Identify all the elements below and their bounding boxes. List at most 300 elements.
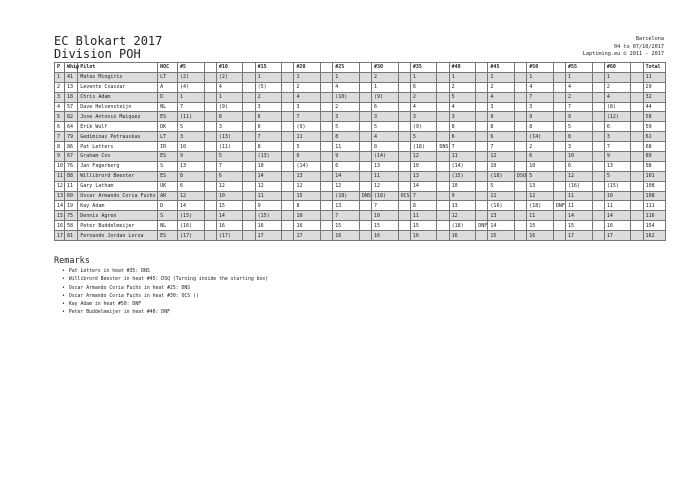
table-cell bbox=[398, 161, 410, 171]
table-cell: Gediminas Petrauskas bbox=[78, 132, 158, 142]
table-cell: (15) bbox=[178, 211, 205, 221]
table-cell: (18) bbox=[449, 221, 476, 231]
table-cell bbox=[476, 191, 488, 201]
table-cell bbox=[437, 72, 449, 82]
table-cell: 5 bbox=[55, 112, 65, 122]
table-cell: 6 bbox=[449, 132, 476, 142]
table-cell: 9 bbox=[55, 152, 65, 162]
table-cell: 3 bbox=[294, 102, 321, 112]
table-cell: 9 bbox=[255, 201, 282, 211]
table-cell: 5 bbox=[178, 122, 205, 132]
table-cell: 6 bbox=[372, 102, 399, 112]
table-cell bbox=[592, 72, 604, 82]
table-cell: 2 bbox=[488, 82, 515, 92]
table-cell bbox=[204, 102, 216, 112]
column-header bbox=[476, 63, 488, 73]
table-cell bbox=[631, 142, 643, 152]
table-cell bbox=[243, 152, 255, 162]
table-cell: Chris Adam bbox=[78, 92, 158, 102]
table-cell bbox=[515, 122, 527, 132]
column-header bbox=[631, 63, 643, 73]
table-cell: 3 bbox=[410, 112, 437, 122]
table-cell: 15 bbox=[410, 221, 437, 231]
table-cell bbox=[476, 211, 488, 221]
table-header-row bbox=[55, 63, 666, 73]
column-header bbox=[321, 63, 333, 73]
table-cell: 18 bbox=[64, 92, 77, 102]
table-cell: 16 bbox=[216, 221, 243, 231]
table-cell: 5 bbox=[604, 171, 631, 181]
table-cell: 1 bbox=[566, 72, 593, 82]
table-cell: 58 bbox=[643, 112, 665, 122]
table-cell: Oscar Armando Coria Fuchs bbox=[78, 191, 158, 201]
table-cell: 29 bbox=[643, 82, 665, 92]
table-cell: 17 bbox=[566, 231, 593, 241]
table-cell bbox=[592, 82, 604, 92]
remark-item: • Oscar Armando Coria Fuchs in heat #25: DNS bbox=[62, 285, 268, 293]
column-header: Whip bbox=[64, 63, 77, 73]
table-cell: 5 bbox=[216, 152, 243, 162]
table-cell: 58 bbox=[64, 221, 77, 231]
table-cell: UK bbox=[158, 181, 178, 191]
table-cell: 8 bbox=[178, 171, 205, 181]
table-cell bbox=[437, 231, 449, 241]
table-cell: 6 bbox=[55, 122, 65, 132]
table-cell: 12 bbox=[294, 181, 321, 191]
location: Barcelona bbox=[635, 36, 664, 42]
table-cell bbox=[515, 132, 527, 142]
table-cell: 4 bbox=[372, 132, 399, 142]
table-cell bbox=[476, 102, 488, 112]
table-cell: (8) bbox=[604, 102, 631, 112]
table-cell: 1 bbox=[449, 72, 476, 82]
table-cell bbox=[321, 82, 333, 92]
table-row bbox=[55, 152, 666, 162]
table-cell: 11 bbox=[333, 142, 360, 152]
table-cell: 13 bbox=[410, 171, 437, 181]
table-cell bbox=[437, 211, 449, 221]
table-cell bbox=[631, 221, 643, 231]
table-cell: 3 bbox=[566, 142, 593, 152]
table-cell: 6 bbox=[294, 152, 321, 162]
table-cell: 11 bbox=[566, 201, 593, 211]
table-cell bbox=[359, 142, 371, 152]
table-cell: 6 bbox=[178, 181, 205, 191]
table-cell bbox=[476, 161, 488, 171]
table-cell: 2 bbox=[566, 92, 593, 102]
table-cell: 4 bbox=[55, 102, 65, 112]
table-cell bbox=[243, 231, 255, 241]
table-cell: (18) bbox=[410, 142, 437, 152]
column-header: #55 bbox=[566, 63, 593, 73]
table-cell: 16 bbox=[410, 231, 437, 241]
table-cell bbox=[321, 132, 333, 142]
table-cell: 7 bbox=[294, 112, 321, 122]
event-title: EC Blokart 2017 bbox=[54, 34, 163, 48]
table-cell: 10 bbox=[294, 211, 321, 221]
table-cell bbox=[437, 221, 449, 231]
table-row bbox=[55, 171, 666, 181]
table-cell bbox=[437, 112, 449, 122]
table-cell: 16 bbox=[527, 231, 554, 241]
table-cell: 11 bbox=[410, 211, 437, 221]
table-cell: 162 bbox=[643, 231, 665, 241]
table-cell: 4 bbox=[216, 82, 243, 92]
table-cell: 10 bbox=[604, 191, 631, 201]
table-cell: 13 bbox=[372, 161, 399, 171]
table-cell bbox=[592, 211, 604, 221]
table-cell bbox=[515, 211, 527, 221]
table-cell bbox=[243, 191, 255, 201]
table-cell: 11 bbox=[255, 191, 282, 201]
table-cell bbox=[437, 82, 449, 92]
table-cell: 14 bbox=[604, 211, 631, 221]
table-cell: 9 bbox=[449, 191, 476, 201]
table-cell bbox=[204, 211, 216, 221]
table-cell bbox=[398, 112, 410, 122]
table-cell: 7 bbox=[527, 92, 554, 102]
table-cell: Dave Helvensteijn bbox=[78, 102, 158, 112]
table-cell: S bbox=[158, 161, 178, 171]
table-cell: 4 bbox=[294, 92, 321, 102]
table-cell bbox=[243, 102, 255, 112]
table-cell bbox=[515, 112, 527, 122]
table-cell: 2 bbox=[55, 82, 65, 92]
table-cell: 13 bbox=[178, 161, 205, 171]
table-cell: 12 bbox=[566, 171, 593, 181]
table-cell bbox=[282, 112, 294, 122]
table-cell: Gary Latham bbox=[78, 181, 158, 191]
table-cell: 17 bbox=[604, 231, 631, 241]
table-cell: 2 bbox=[449, 82, 476, 92]
table-cell: 8 bbox=[55, 142, 65, 152]
table-cell: 1 bbox=[527, 72, 554, 82]
table-cell bbox=[592, 181, 604, 191]
table-cell: 108 bbox=[643, 191, 665, 201]
table-cell: 15 bbox=[55, 211, 65, 221]
table-cell: (14) bbox=[449, 161, 476, 171]
table-cell: (14) bbox=[527, 132, 554, 142]
table-cell: 4 bbox=[449, 102, 476, 112]
table-cell bbox=[553, 171, 565, 181]
table-cell: 6 bbox=[488, 132, 515, 142]
table-cell: 2 bbox=[372, 72, 399, 82]
table-cell: 61 bbox=[643, 132, 665, 142]
table-cell: DNF bbox=[553, 201, 565, 211]
table-cell: 44 bbox=[643, 102, 665, 112]
table-cell: 6 bbox=[527, 152, 554, 162]
table-cell bbox=[321, 122, 333, 132]
table-cell: 12 bbox=[216, 181, 243, 191]
table-cell: 11 bbox=[488, 191, 515, 201]
table-cell: 13 bbox=[488, 211, 515, 221]
column-header bbox=[243, 63, 255, 73]
table-cell: 5 bbox=[333, 122, 360, 132]
table-cell bbox=[204, 72, 216, 82]
table-cell: ES bbox=[158, 152, 178, 162]
table-cell: 1 bbox=[55, 72, 65, 82]
table-cell: 15 bbox=[333, 221, 360, 231]
table-cell bbox=[359, 231, 371, 241]
table-cell bbox=[243, 122, 255, 132]
table-cell bbox=[243, 211, 255, 221]
table-cell: 12 bbox=[449, 211, 476, 221]
table-cell: 11 bbox=[55, 171, 65, 181]
results-table bbox=[54, 62, 666, 241]
table-cell bbox=[553, 231, 565, 241]
column-header: #50 bbox=[527, 63, 554, 73]
table-row bbox=[55, 161, 666, 171]
table-cell: 6 bbox=[216, 171, 243, 181]
table-cell: 5 bbox=[410, 132, 437, 142]
table-cell: 8 bbox=[255, 142, 282, 152]
table-cell bbox=[359, 82, 371, 92]
table-cell: Levente Csaszar bbox=[78, 82, 158, 92]
table-cell bbox=[359, 201, 371, 211]
table-cell: 4 bbox=[333, 82, 360, 92]
table-cell bbox=[398, 92, 410, 102]
table-cell: OCS bbox=[398, 191, 410, 201]
table-cell: 14 bbox=[410, 181, 437, 191]
table-cell bbox=[398, 231, 410, 241]
table-cell: 7 bbox=[566, 102, 593, 112]
table-cell bbox=[321, 211, 333, 221]
column-header: #20 bbox=[294, 63, 321, 73]
table-cell: 12 bbox=[488, 152, 515, 162]
table-cell: D bbox=[158, 201, 178, 211]
table-cell bbox=[592, 152, 604, 162]
table-cell: 2 bbox=[294, 82, 321, 92]
table-cell bbox=[476, 122, 488, 132]
table-cell: 12 bbox=[410, 152, 437, 162]
table-cell bbox=[243, 132, 255, 142]
table-cell: 1 bbox=[216, 92, 243, 102]
table-cell: 14 bbox=[255, 171, 282, 181]
table-cell: 11 bbox=[527, 211, 554, 221]
table-cell: (13) bbox=[255, 152, 282, 162]
table-cell: 13 bbox=[294, 171, 321, 181]
column-header: #35 bbox=[410, 63, 437, 73]
table-cell bbox=[476, 152, 488, 162]
table-cell: (15) bbox=[604, 181, 631, 191]
table-cell: 13 bbox=[333, 201, 360, 211]
table-cell: 7 bbox=[216, 161, 243, 171]
table-cell: 41 bbox=[64, 72, 77, 82]
column-header bbox=[515, 63, 527, 73]
table-cell bbox=[243, 142, 255, 152]
table-cell: 10 bbox=[55, 161, 65, 171]
table-cell: S bbox=[158, 211, 178, 221]
table-cell: D bbox=[158, 92, 178, 102]
table-cell: 13 bbox=[55, 191, 65, 201]
table-cell: Kay Adam bbox=[78, 201, 158, 211]
table-cell bbox=[282, 211, 294, 221]
table-cell: 3 bbox=[372, 112, 399, 122]
table-cell bbox=[282, 132, 294, 142]
table-cell: 13 bbox=[604, 161, 631, 171]
table-cell: 8 bbox=[333, 132, 360, 142]
table-cell bbox=[515, 82, 527, 92]
table-cell bbox=[359, 112, 371, 122]
table-cell bbox=[553, 181, 565, 191]
table-cell: 7 bbox=[255, 132, 282, 142]
table-cell: 8 bbox=[372, 142, 399, 152]
table-cell bbox=[398, 132, 410, 142]
table-cell bbox=[476, 181, 488, 191]
table-cell: (10) bbox=[333, 92, 360, 102]
remarks-heading: Remarks bbox=[54, 256, 90, 266]
remark-item: • Oscar Armando Coria Fuchs in heat #30: OCS () bbox=[62, 293, 268, 301]
table-cell: 16 bbox=[449, 231, 476, 241]
table-row bbox=[55, 181, 666, 191]
column-header bbox=[437, 63, 449, 73]
table-cell bbox=[282, 102, 294, 112]
table-cell bbox=[437, 171, 449, 181]
table-cell bbox=[398, 211, 410, 221]
table-cell bbox=[243, 201, 255, 211]
table-cell bbox=[204, 152, 216, 162]
column-header bbox=[553, 63, 565, 73]
table-cell bbox=[282, 201, 294, 211]
table-cell bbox=[631, 181, 643, 191]
column-header: P bbox=[55, 63, 65, 73]
table-cell bbox=[321, 171, 333, 181]
table-cell: 3 bbox=[488, 102, 515, 112]
table-cell: 16 bbox=[604, 221, 631, 231]
table-cell: 7 bbox=[55, 132, 65, 142]
table-cell: 7 bbox=[449, 142, 476, 152]
table-cell: 12 bbox=[178, 191, 205, 201]
table-cell: (4) bbox=[178, 82, 205, 92]
table-cell: 6 bbox=[410, 82, 437, 92]
table-cell: 98 bbox=[643, 161, 665, 171]
table-cell: (18) bbox=[527, 201, 554, 211]
table-cell: IR bbox=[158, 142, 178, 152]
table-cell bbox=[359, 92, 371, 102]
table-cell bbox=[553, 161, 565, 171]
table-cell: (15) bbox=[449, 171, 476, 181]
table-cell bbox=[631, 132, 643, 142]
table-cell bbox=[321, 112, 333, 122]
table-cell bbox=[592, 221, 604, 231]
table-cell bbox=[282, 221, 294, 231]
table-cell bbox=[321, 201, 333, 211]
table-cell bbox=[204, 82, 216, 92]
table-cell bbox=[321, 92, 333, 102]
table-cell: 59 bbox=[643, 122, 665, 132]
table-cell: 6 bbox=[255, 112, 282, 122]
table-cell bbox=[359, 221, 371, 231]
table-cell: 3 bbox=[527, 102, 554, 112]
table-cell: 82 bbox=[64, 112, 77, 122]
table-cell: 6 bbox=[255, 122, 282, 132]
table-cell bbox=[359, 152, 371, 162]
column-header: #30 bbox=[372, 63, 399, 73]
table-cell bbox=[592, 231, 604, 241]
table-cell: 17 bbox=[294, 231, 321, 241]
table-cell: 76 bbox=[64, 161, 77, 171]
table-row bbox=[55, 102, 666, 112]
table-cell bbox=[515, 152, 527, 162]
table-cell bbox=[321, 142, 333, 152]
table-row bbox=[55, 191, 666, 201]
table-cell bbox=[282, 231, 294, 241]
table-cell: 19 bbox=[64, 201, 77, 211]
table-cell bbox=[515, 221, 527, 231]
table-cell bbox=[592, 122, 604, 132]
table-cell: 11 bbox=[643, 72, 665, 82]
table-cell: (5) bbox=[255, 82, 282, 92]
table-cell: 2 bbox=[410, 92, 437, 102]
table-cell bbox=[398, 102, 410, 112]
table-cell bbox=[437, 122, 449, 132]
table-cell bbox=[282, 171, 294, 181]
table-cell: 9 bbox=[488, 112, 515, 122]
table-row bbox=[55, 72, 666, 82]
table-cell: Erik Wulf bbox=[78, 122, 158, 132]
table-cell bbox=[204, 181, 216, 191]
table-cell: 14 bbox=[488, 221, 515, 231]
table-cell: 12 bbox=[55, 181, 65, 191]
table-cell: 1 bbox=[604, 72, 631, 82]
table-cell: 5 bbox=[527, 171, 554, 181]
table-cell bbox=[631, 82, 643, 92]
table-cell: 15 bbox=[216, 201, 243, 211]
table-cell: 16 bbox=[372, 231, 399, 241]
table-cell: 7 bbox=[410, 191, 437, 201]
copyright: Laptiming.eu © 2011 - 2017 bbox=[582, 51, 664, 57]
table-cell: 6 bbox=[604, 122, 631, 132]
table-cell bbox=[553, 122, 565, 132]
table-cell bbox=[515, 142, 527, 152]
table-cell bbox=[553, 152, 565, 162]
column-header: #60 bbox=[604, 63, 631, 73]
column-header bbox=[398, 63, 410, 73]
table-cell: 75 bbox=[64, 211, 77, 221]
table-cell: 2 bbox=[255, 92, 282, 102]
table-cell bbox=[243, 171, 255, 181]
table-cell bbox=[398, 221, 410, 231]
table-cell: 12 bbox=[527, 191, 554, 201]
table-cell: 13 bbox=[449, 201, 476, 211]
table-row bbox=[55, 92, 666, 102]
table-cell: 15 bbox=[527, 221, 554, 231]
table-cell: 16 bbox=[255, 221, 282, 231]
table-cell bbox=[321, 191, 333, 201]
table-cell: 5 bbox=[566, 122, 593, 132]
table-cell: (13) bbox=[216, 132, 243, 142]
table-cell bbox=[282, 191, 294, 201]
table-cell bbox=[553, 142, 565, 152]
table-cell bbox=[359, 122, 371, 132]
table-cell: 9 bbox=[178, 152, 205, 162]
table-cell: 1 bbox=[333, 72, 360, 82]
table-cell: 10 bbox=[372, 211, 399, 221]
table-cell: 11 bbox=[372, 171, 399, 181]
table-cell: 17 bbox=[255, 231, 282, 241]
table-cell: 9 bbox=[527, 112, 554, 122]
table-cell bbox=[515, 231, 527, 241]
table-cell: 10 bbox=[488, 161, 515, 171]
table-cell bbox=[631, 72, 643, 82]
table-cell: 3 bbox=[333, 112, 360, 122]
table-cell: 15 bbox=[294, 191, 321, 201]
table-cell bbox=[437, 181, 449, 191]
table-cell: 79 bbox=[64, 132, 77, 142]
table-cell: 7 bbox=[178, 102, 205, 112]
table-cell: 108 bbox=[643, 181, 665, 191]
table-cell: 3 bbox=[216, 122, 243, 132]
